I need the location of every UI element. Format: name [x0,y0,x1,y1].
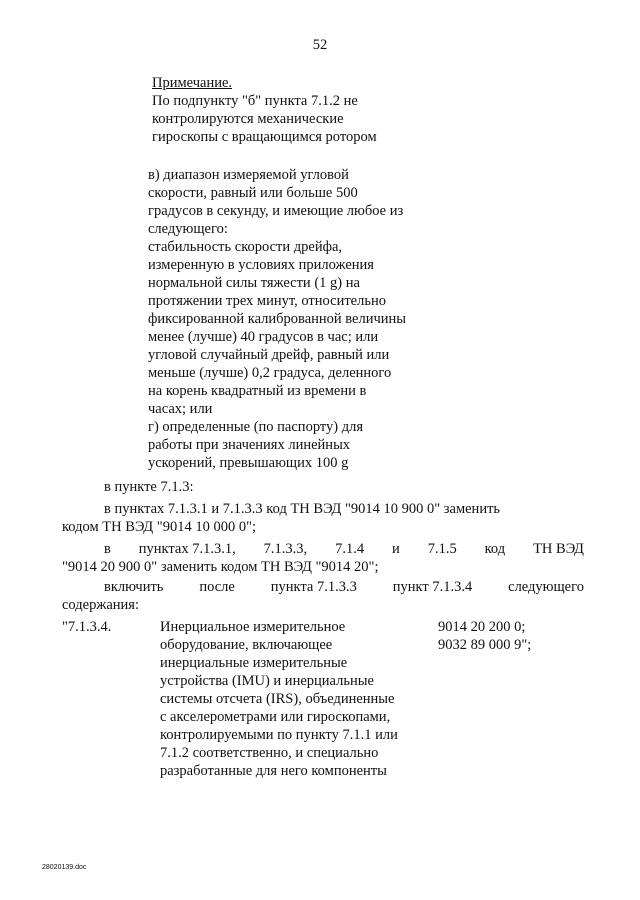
item-line: в) диапазон измеряемой угловой [148,167,349,183]
entry-description-line: оборудование, включающее [160,637,333,653]
item-line: нормальной силы тяжести (1 g) на [148,275,360,291]
paragraph-item-713: в пункте 7.1.3: [104,479,194,495]
item-line: протяжении трех минут, относительно [148,293,386,309]
item-line: г) определенные (по паспорту) для [148,419,364,435]
word: ТН ВЭД [533,541,584,557]
entry-description-line: инерциальные измерительные [160,655,348,671]
item-line: менее (лучше) 40 градусов в час; или [148,329,379,345]
item-line: градусов в секунду, и имеющие любое из [148,203,404,219]
word: 7.1.5 [427,541,457,557]
entry-code: 9032 89 000 9"; [438,637,532,653]
word: после [199,579,235,595]
word: в [104,541,111,557]
item-line: стабильность скорости дрейфа, [148,239,343,255]
word: пункт 7.1.3.4 [392,579,473,595]
entry-description-line: разработанные для него компоненты [160,763,387,779]
item-line: ускорений, превышающих 100 g [148,455,349,471]
word: 7.1.3.3, [263,541,308,557]
item-line: следующего: [148,221,228,237]
item-line: скорости, равный или больше 500 [148,185,358,201]
word: включить [104,579,164,595]
paragraph-line: содержания: [62,597,140,613]
note-line: По подпункту "б" пункта 7.1.2 не [152,93,358,109]
word: пунктах 7.1.3.1, [138,541,236,557]
entry-description-line: системы отсчета (IRS), объединенные [160,691,395,707]
paragraph-line: в пунктах 7.1.3.1 и 7.1.3.3 код ТН ВЭД "9014 10 900 0" заменить [104,501,501,517]
item-line: измеренную в условиях приложения [148,257,374,273]
word: пункта 7.1.3.3 [270,579,357,595]
note-line: контролируются механические [152,111,344,127]
item-line: работы при значениях линейных [148,437,351,453]
word: 7.1.4 [335,541,365,557]
note-title: Примечание. [152,75,233,91]
paragraph-line: "9014 20 900 0" заменить кодом ТН ВЭД "9014 20"; [62,559,379,575]
word: следующего [508,579,584,595]
entry-number: "7.1.3.4. [62,619,112,635]
item-line: часах; или [148,401,213,417]
item-line: на корень квадратный из времени в [148,383,367,399]
entry-description-line: с акселерометрами или гироскопами, [160,709,391,725]
word: код [484,541,506,557]
entry-code: 9014 20 200 0; [438,619,526,635]
paragraph-line: кодом ТН ВЭД "9014 10 000 0"; [62,519,257,535]
entry-description-line: Инерциальное измерительное [160,619,346,635]
paragraph-justified-line [104,540,584,558]
entry-description-line: 7.1.2 соответственно, и специально [160,745,379,761]
paragraph-justified-line [104,578,584,596]
note-line: гироскопы с вращающимся ротором [152,129,377,145]
entry-description-line: контролируемыми по пункту 7.1.1 или [160,727,398,743]
item-line: фиксированной калиброванной величины [148,311,407,327]
item-line: меньше (лучше) 0,2 градуса, деленного [148,365,392,381]
item-line: угловой случайный дрейф, равный или [148,347,390,363]
word: и [392,541,400,557]
entry-description-line: устройства (IMU) и инерциальные [160,673,374,689]
page-number: 52 [312,37,328,53]
footer-filename: 28020139.doc [42,864,87,871]
